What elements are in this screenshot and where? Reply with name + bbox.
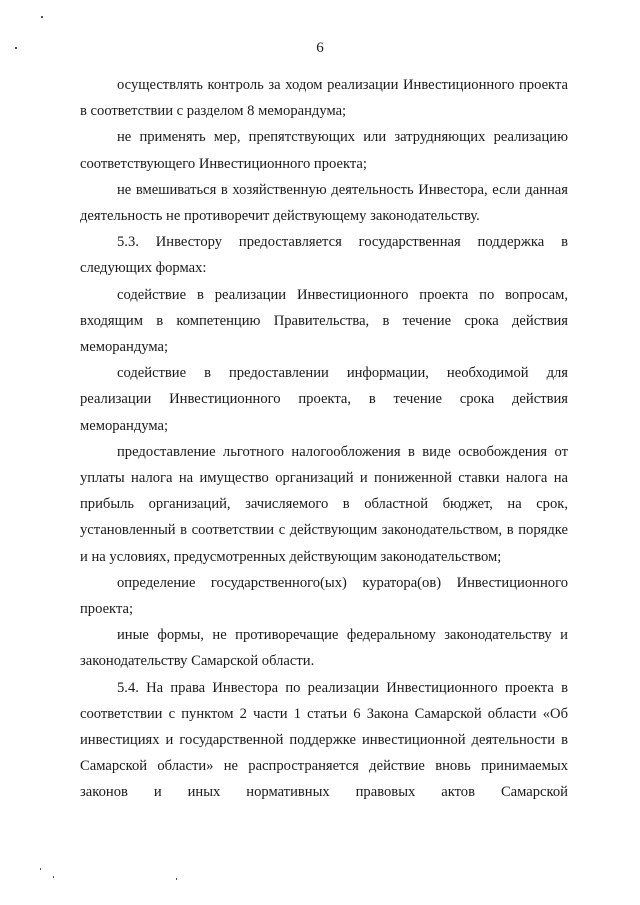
page-number: 6 [316,40,324,56]
paragraph-no-interference: не вмешиваться в хозяйственную деятельность Инвестора, если данная деятельность не противоречит действующему законодательству. [80,181,568,225]
paragraph-control: осуществлять контроль за ходом реализации Инвестиционного проекта в соответствии с разделом 8 меморандума; [80,77,568,120]
paragraph-no-obstruction: не применять мер, препятствующих или затрудняющих реализацию соответствующего Инвестиционного проекта; [80,129,568,172]
paragraph-curator: определение государственного(ых) куратора(ов) Инвестиционного проекта; [80,574,568,618]
paragraph-support-information: содействие в предоставлении информации, необходимой для реализации Инвестиционного проекта, в течение срока действия меморандума; [80,365,568,434]
paragraph-other-forms: иные формы, не противоречащие федеральному законодательству и законодательству Самарской области. [80,627,568,670]
paragraph-section-5-3: 5.3. Инвестору предоставляется государственная поддержка в следующих формах: [80,234,568,277]
scan-mark [53,876,54,878]
scan-mark [40,868,41,870]
scan-mark [176,878,177,880]
document-body [80,72,568,806]
scan-mark [41,16,43,18]
paragraph-support-competence: содействие в реализации Инвестиционного проекта по вопросам, входящим в компетенцию Правительства, в течение срока действия меморандума; [80,286,568,356]
paragraph-tax-benefits: предоставление льготного налогообложения в виде освобождения от уплаты налога на имущество организаций и пониженной ставки налога на прибыль организаций, зачисляемого в областной бюджет, на срок, установленный в соответствии с действующим законодательством, в порядке и на условиях, предусмотренных действующим законодательством; [80,443,568,565]
paragraph-section-5-4: 5.4. На права Инвестора по реализации Инвестиционного проекта в соответствии с пунктом 2 части 1 статьи 6 Закона Самарской области «Об инвестициях и государственной поддержке инвестиционной деятельности в Самарской области» не распространяется действие вновь принимаемых законов и иных нормативных правовых актов Самарской [80,679,568,801]
